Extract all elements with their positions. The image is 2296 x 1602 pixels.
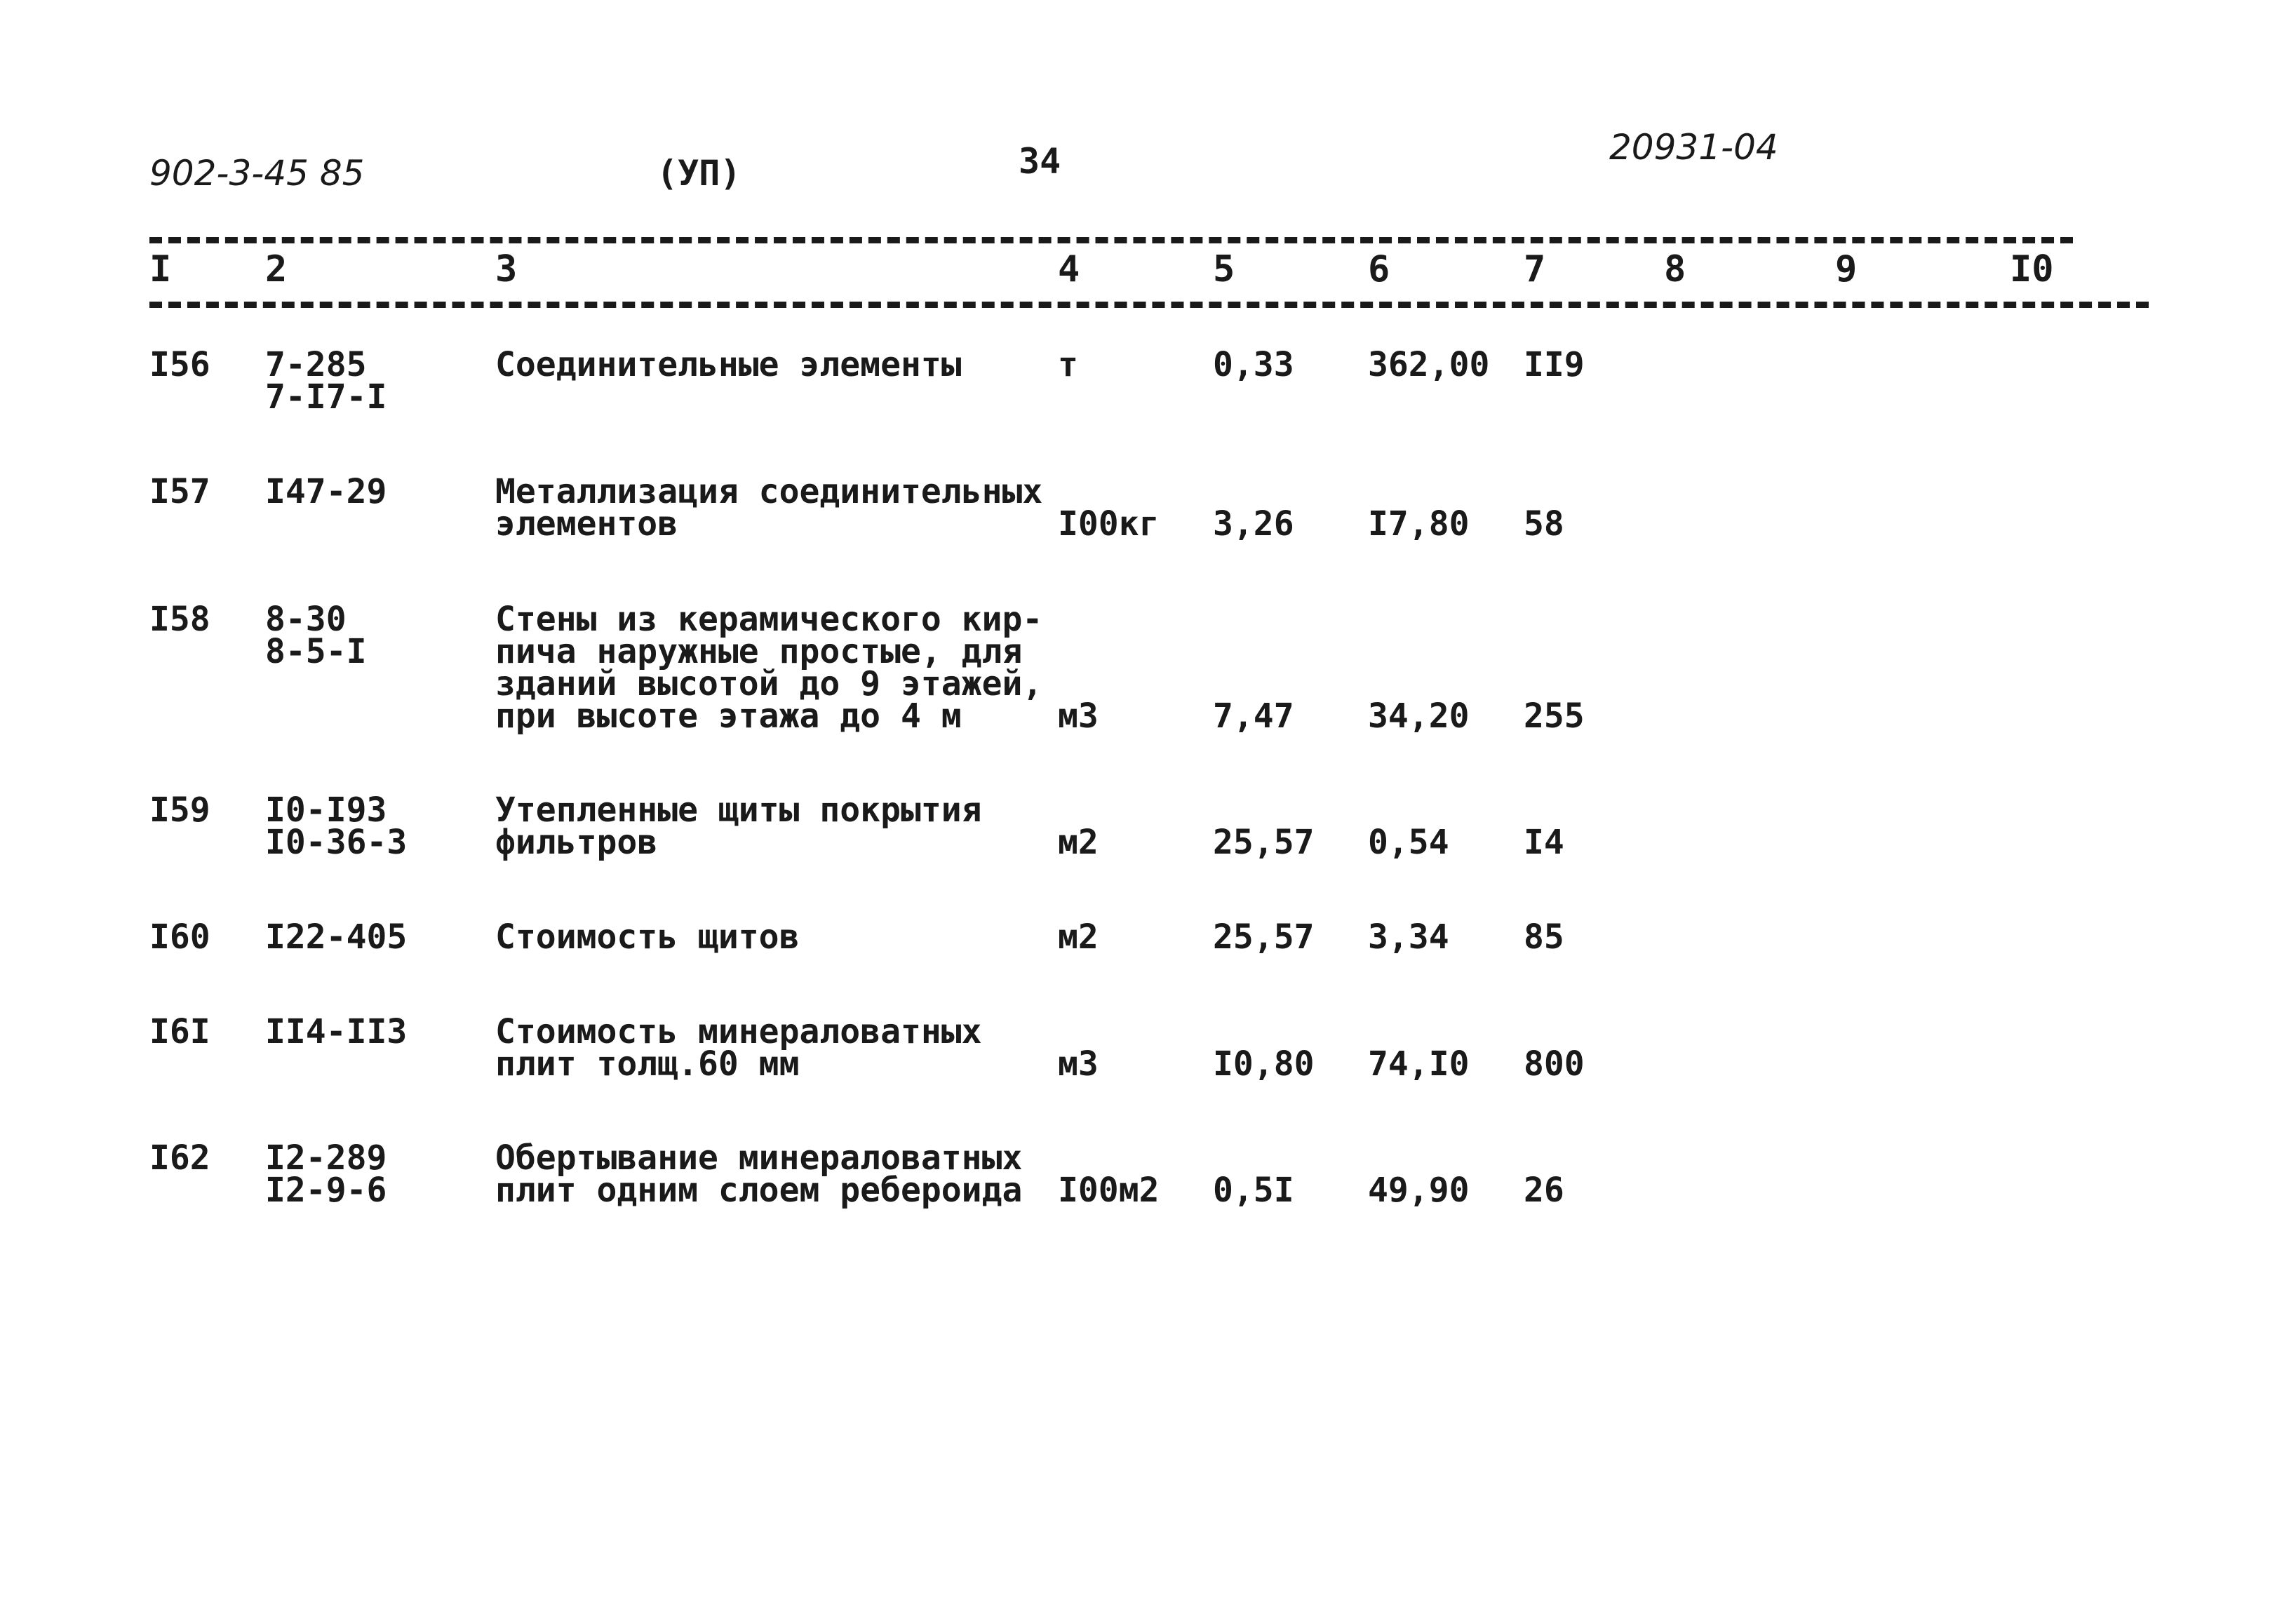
item-name: Утепленные щиты покрытия	[495, 790, 982, 830]
row-number: I59	[149, 790, 210, 830]
norm-code: 7-285	[265, 345, 367, 384]
quantity: 7,47	[1213, 696, 1294, 736]
quantity: 3,26	[1213, 504, 1294, 544]
column-number: 5	[1213, 248, 1235, 290]
total-cost: 58	[1524, 504, 1564, 544]
item-name: плит одним слоем ребероида	[495, 1171, 1023, 1210]
norm-code: II4-II3	[265, 1012, 408, 1051]
archive-number: 20931-04	[1609, 127, 1778, 168]
row-number: I62	[149, 1138, 210, 1178]
document-code: 902-3-45 85	[149, 153, 365, 194]
item-name: плит толщ.60 мм	[495, 1044, 800, 1084]
column-number: 3	[495, 248, 518, 290]
unit-price: 0,54	[1368, 823, 1449, 862]
quantity: 0,33	[1213, 345, 1294, 384]
row-number: I57	[149, 472, 210, 511]
norm-code: I0-I93	[265, 790, 387, 830]
item-name: Стоимость минераловатных	[495, 1012, 982, 1051]
item-name: элементов	[495, 504, 678, 544]
row-number: I58	[149, 600, 210, 639]
unit: м2	[1058, 917, 1099, 957]
column-number: I0	[2010, 248, 2054, 290]
row-number: I56	[149, 345, 210, 384]
norm-code: I47-29	[265, 472, 387, 511]
column-number: 8	[1664, 248, 1686, 290]
row-number: I60	[149, 917, 210, 957]
column-number: 7	[1524, 248, 1546, 290]
norm-code: 7-I7-I	[265, 377, 387, 417]
norm-code: 8-30	[265, 600, 347, 639]
table-top-rule	[149, 237, 2073, 243]
unit-price: 49,90	[1368, 1171, 1470, 1210]
unit: м3	[1058, 696, 1099, 736]
item-name: зданий высотой до 9 этажей,	[495, 664, 1043, 704]
quantity: 0,5I	[1213, 1171, 1294, 1210]
unit-price: 362,00	[1368, 345, 1490, 384]
item-name: Стоимость щитов	[495, 917, 800, 957]
item-name: Стены из керамического кир-	[495, 600, 1043, 639]
norm-code: I0-36-3	[265, 823, 408, 862]
unit: I00кг	[1058, 504, 1160, 544]
item-name: пича наружные простые, для	[495, 632, 1023, 671]
column-number: I	[149, 248, 172, 290]
unit-price: 3,34	[1368, 917, 1449, 957]
unit: I00м2	[1058, 1171, 1160, 1210]
item-name: при высоте этажа до 4 м	[495, 696, 962, 736]
column-number: 6	[1368, 248, 1390, 290]
total-cost: I4	[1524, 823, 1564, 862]
norm-code: I22-405	[265, 917, 408, 957]
unit: м3	[1058, 1044, 1099, 1084]
unit: м2	[1058, 823, 1099, 862]
quantity: I0,80	[1213, 1044, 1315, 1084]
row-number: I6I	[149, 1012, 210, 1051]
table-header-rule	[149, 302, 2149, 308]
column-number: 4	[1058, 248, 1080, 290]
item-name: Обертывание минераловатных	[495, 1138, 1023, 1178]
total-cost: 255	[1524, 696, 1585, 736]
unit: т	[1058, 345, 1078, 384]
norm-code: 8-5-I	[265, 632, 367, 671]
column-number: 2	[265, 248, 288, 290]
item-name: Соединительные элементы	[495, 345, 962, 384]
total-cost: 800	[1524, 1044, 1585, 1084]
section-label: (УП)	[657, 153, 741, 194]
page-number: 34	[1019, 141, 1061, 182]
norm-code: I2-9-6	[265, 1171, 387, 1210]
item-name: фильтров	[495, 823, 658, 862]
norm-code: I2-289	[265, 1138, 387, 1178]
total-cost: 26	[1524, 1171, 1564, 1210]
quantity: 25,57	[1213, 917, 1315, 957]
quantity: 25,57	[1213, 823, 1315, 862]
total-cost: II9	[1524, 345, 1585, 384]
unit-price: 34,20	[1368, 696, 1470, 736]
total-cost: 85	[1524, 917, 1564, 957]
unit-price: 74,I0	[1368, 1044, 1470, 1084]
unit-price: I7,80	[1368, 504, 1470, 544]
column-number: 9	[1835, 248, 1858, 290]
item-name: Металлизация соединительных	[495, 472, 1043, 511]
